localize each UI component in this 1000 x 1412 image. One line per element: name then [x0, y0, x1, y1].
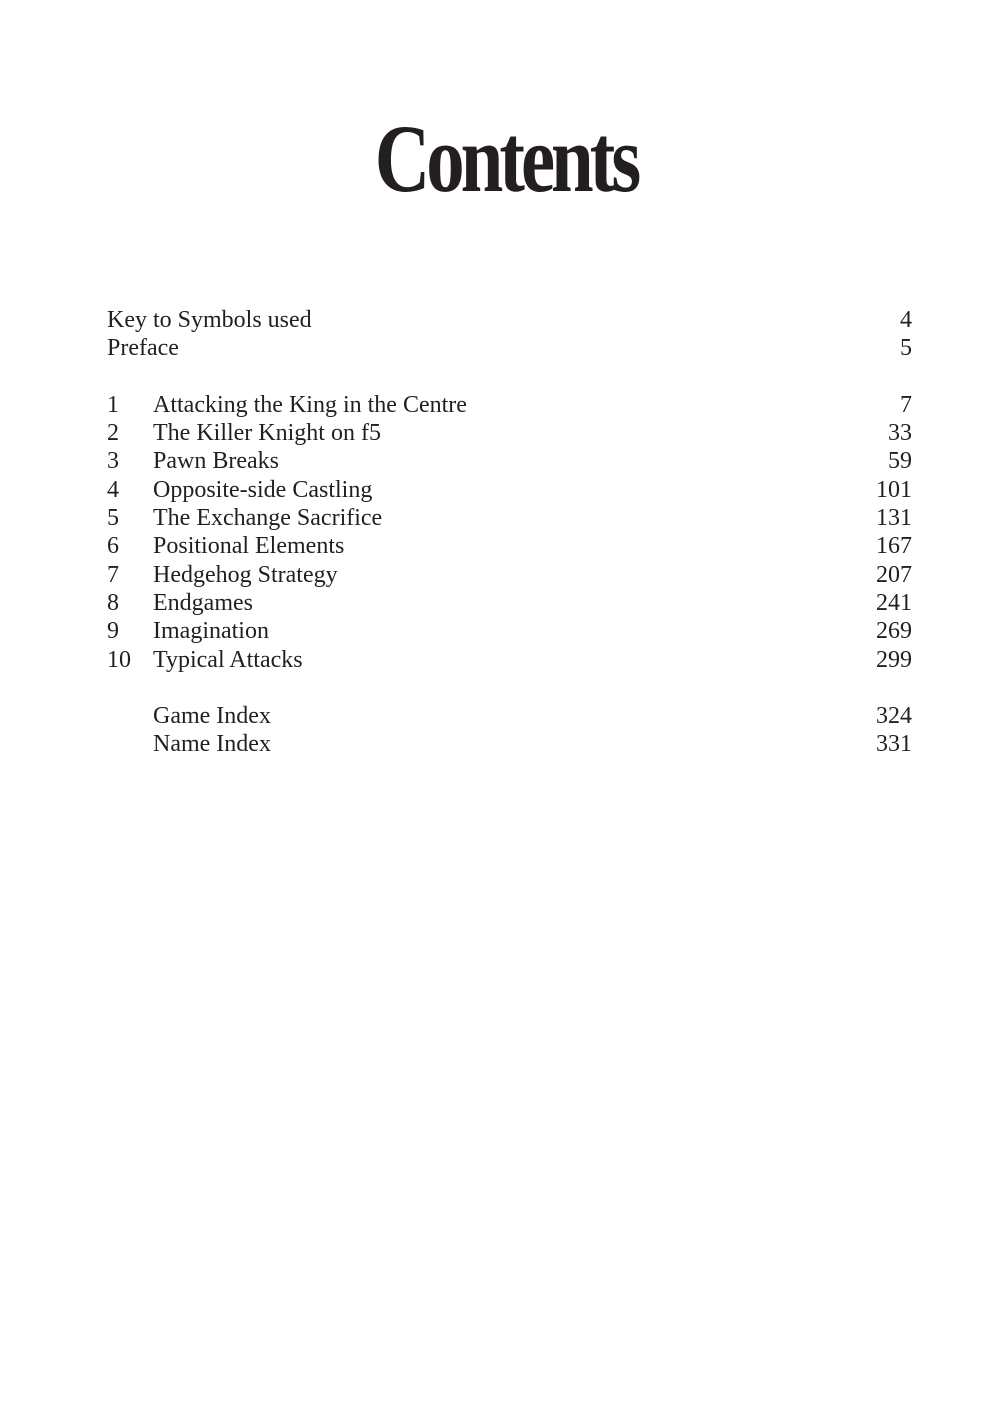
toc-entry-page: 4: [900, 307, 912, 333]
section-spacer: [107, 363, 912, 391]
chapter-page: 241: [876, 589, 912, 616]
chapter-page: 167: [876, 533, 912, 560]
toc-entry-page: 324: [876, 703, 912, 730]
toc-entry-page: 331: [876, 731, 912, 758]
toc-entry-title: Preface: [107, 335, 179, 362]
chapter-title: The Killer Knight on f5: [153, 420, 381, 447]
chapter-page: 299: [876, 646, 912, 673]
chapter-page: 207: [876, 561, 912, 588]
chapter-number: 2: [107, 420, 119, 447]
toc-entry-key-to-symbols[interactable]: [107, 306, 912, 334]
page-title: Contents: [374, 105, 638, 212]
chapter-title: Hedgehog Strategy: [153, 561, 338, 588]
toc-entry-name-index[interactable]: [107, 730, 912, 758]
table-of-contents: [107, 306, 912, 759]
chapter-page: 33: [888, 420, 912, 447]
chapter-title: Typical Attacks: [153, 646, 303, 673]
toc-entry-page: 5: [900, 335, 912, 362]
chapter-title: Attacking the King in the Centre: [153, 391, 467, 418]
toc-entry-title: Key to Symbols used: [107, 307, 312, 333]
chapter-number: 6: [107, 533, 119, 560]
chapter-title: Opposite-side Castling: [153, 476, 373, 503]
chapter-number: 3: [107, 448, 119, 475]
chapter-number: 5: [107, 505, 119, 532]
chapter-page: 7: [900, 391, 912, 418]
chapter-title: Endgames: [153, 589, 253, 616]
chapter-page: 269: [876, 618, 912, 645]
chapter-title: Positional Elements: [153, 533, 345, 560]
chapter-number: 7: [107, 561, 119, 588]
chapter-title: Imagination: [153, 618, 269, 645]
toc-chapter-10[interactable]: [107, 646, 912, 674]
chapter-number: 9: [107, 618, 119, 645]
chapter-page: 59: [888, 448, 912, 475]
toc-chapter-3[interactable]: [107, 447, 912, 475]
toc-chapter-6[interactable]: [107, 532, 912, 560]
toc-chapter-8[interactable]: [107, 589, 912, 617]
toc-chapter-1[interactable]: [107, 391, 912, 419]
chapter-page: 131: [876, 505, 912, 532]
chapter-page: 101: [876, 476, 912, 503]
chapter-number: 1: [107, 391, 119, 418]
chapter-title: The Exchange Sacrifice: [153, 505, 383, 532]
section-spacer: [107, 674, 912, 702]
toc-chapter-5[interactable]: [107, 504, 912, 532]
chapter-number: 8: [107, 589, 119, 616]
toc-entry-title: Game Index: [153, 703, 271, 730]
toc-entry-title: Name Index: [153, 731, 271, 758]
toc-entry-game-index[interactable]: [107, 702, 912, 730]
toc-chapter-7[interactable]: [107, 561, 912, 589]
toc-entry-preface[interactable]: [107, 334, 912, 362]
toc-chapter-4[interactable]: [107, 476, 912, 504]
chapter-title: Pawn Breaks: [153, 448, 279, 475]
chapter-number: 4: [107, 476, 119, 503]
toc-chapter-9[interactable]: [107, 617, 912, 645]
chapter-number: 10: [107, 646, 131, 673]
toc-chapter-2[interactable]: [107, 419, 912, 447]
